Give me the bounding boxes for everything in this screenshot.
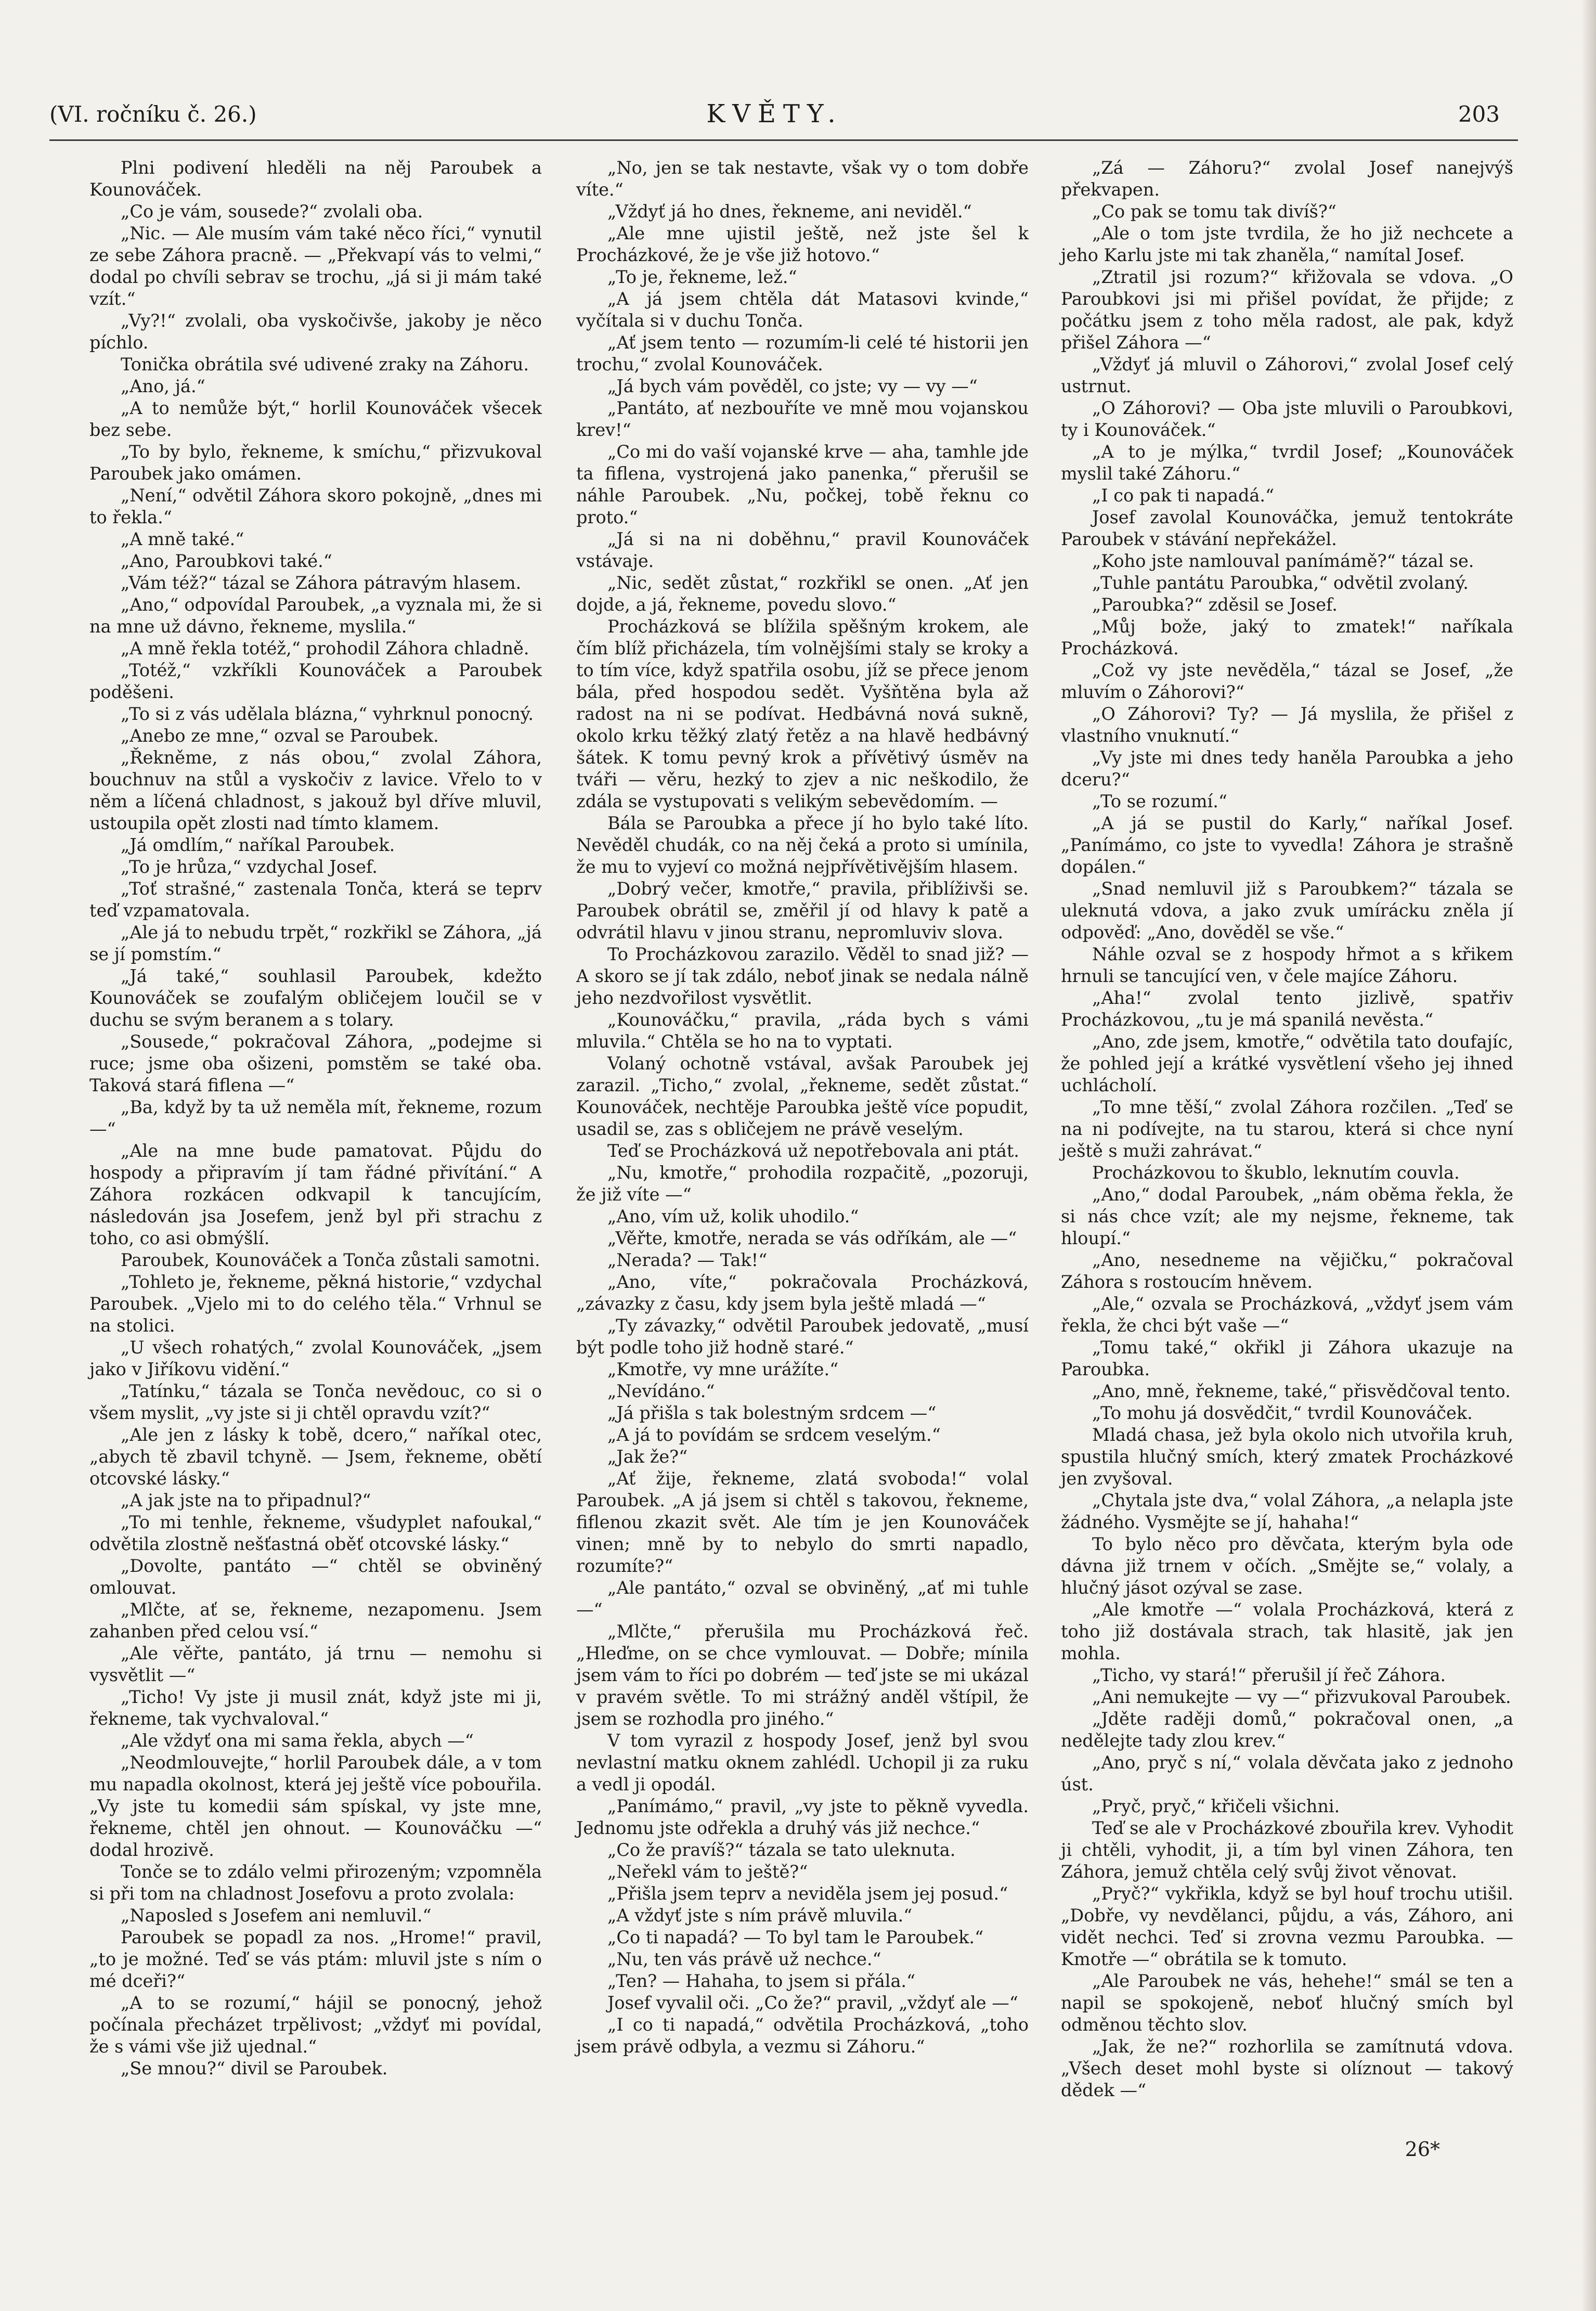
paragraph: „Panímámo,“ pravil, „vy jste to pěkně vyvedla. Jednomu jste odřekla a druhý vás již nechce.“ [576,1796,1029,1838]
paragraph: „I co ti napadá,“ odvětila Procházková, „toho jsem právě odbyla, a vezmu si Záhoru.“ [576,2015,1029,2057]
paragraph: „Ať žije, řekneme, zlatá svoboda!“ volal Paroubek. „A já jsem si chtěl s takovou, řekneme, fiflenou zkazit svět. Ale tím je jen Kounováček vinen; mně by to nebylo do smrti napadlo, rozumíte?“ [576,1468,1029,1576]
paragraph: „Není,“ odvětil Záhora skoro pokojně, „dnes mi to řekla.“ [89,485,542,527]
paragraph: Procházkovou to škublo, leknutím couvla. [1092,1163,1460,1183]
paragraph: „O Záhorovi? — Oba jste mluvili o Paroubkovi, ty i Kounováček.“ [1061,398,1513,440]
paragraph: „Co ti napadá? — To byl tam le Paroubek.“ [607,1927,984,1947]
paragraph: „Ano,“ dodal Paroubek, „nám oběma řekla, že si nás chce vzít; ale my nejsme, řekneme, tak hloupí.“ [1061,1184,1513,1248]
paragraph: „Tohleto je, řekneme, pěkná historie,“ vzdychal Paroubek. „Vjelo mi to do celého těla.“ Vrhnul se na stolici. [89,1272,542,1336]
paragraph: „Ano, já.“ [121,376,205,396]
paragraph: „Nic, sedět zůstat,“ rozkřikl se onen. „Ať jen dojde, a já, řekneme, povedu slovo.“ [576,573,1029,615]
paragraph: „Věřte, kmotře, nerada se vás odříkám, ale —“ [607,1228,1017,1248]
paragraph: „Nu, kmotře,“ prohodila rozpačitě, „pozoruji, že již víte —“ [576,1163,1029,1205]
paragraph: „Já přišla s tak bolestným srdcem —“ [607,1403,937,1423]
paragraph: „Tatínku,“ tázala se Tonča nevědouc, co si o všem myslit, „vy jste si ji chtěl opravdu vzít?“ [89,1381,542,1423]
paragraph: To bylo něco pro děvčata, kterým byla ode dávna již trnem v očích. „Smějte se,“ volaly, a hlučný jásot ozýval se zase. [1061,1534,1513,1598]
paragraph: „Ale o tom jste tvrdila, že ho již nechcete a jeho Karlu jste mi tak zhaněla,“ namítal Josef. [1061,223,1513,265]
paragraph: „To by bylo, řekneme, k smíchu,“ přizvukoval Paroubek jako omámen. [89,442,542,484]
paragraph: „Nerada? — Tak!“ [607,1250,768,1270]
paragraph: V tom vyrazil z hospody Josef, jenž byl svou nevlastní matku oknem zahlédl. Uchopil ji za ruku a vedl ji opodál. [576,1731,1029,1794]
paragraph: „Kounováčku,“ pravila, „ráda bych s vámi mluvila.“ Chtěla se ho na to vyptati. [576,1010,1029,1052]
paragraph: Paroubek se popadl za nos. „Hrome!“ pravil, „to je možné. Teď se vás ptám: mluvil jste s ním o mé dceři?“ [89,1927,542,1991]
paragraph: „Neodmlouvejte,“ horlil Paroubek dále, a v tom mu napadla okolnost, která jej ještě více pobouřila. „Vy jste tu komedii sám spískal, vy jste mne, řekneme, chtěl jen ohnout. — Kounováčku —“ dodal hrozivě. [89,1752,542,1860]
paragraph: „Ten? — Hahaha, to jsem si přála.“ [607,1971,916,1991]
paragraph: „A já jsem chtěla dát Matasovi kvinde,“ vyčítala si v duchu Tonča. [576,289,1029,331]
paragraph: „Co mi do vaší vojanské krve — aha, tamhle jde ta fiflena, vystrojená jako panenka,“ přerušil se náhle Paroubek. „Nu, počkej, tobě řeknu co proto.“ [576,442,1029,527]
paragraph: „Ano, Paroubkovi také.“ [121,551,332,571]
paragraph: „A to se rozumí,“ hájil se ponocný, jehož počínala přecházet trpělivost; „vždyť mi povídal, že s vámi vše již ujednal.“ [89,1993,542,2057]
paragraph: „To je hrůza,“ vzdychal Josef. [121,857,378,877]
paragraph: „Ticho! Vy jste ji musil znát, když jste mi ji, řekneme, tak vychvaloval.“ [89,1687,542,1729]
paragraph: „Vždyť já ho dnes, řekneme, ani neviděl.“ [607,201,972,222]
paragraph: „Řekněme, z nás obou,“ zvolal Záhora, bouchnuv na stůl a vyskočiv z lavice. Vřelo to v něm a líčená chladnost, s jakouž byl dříve mluvil, ustoupila opět zlosti nad tímto klamem. [89,747,542,833]
paragraph: „Toť strašné,“ zastenala Tonča, která se teprv teď vzpamatovala. [89,879,542,921]
paragraph: „Ale jen z lásky k tobě, dcero,“ naříkal otec, „abych tě zbavil tchyně. — Jsem, řekneme, obětí otcovské lásky.“ [89,1425,542,1489]
paragraph: Mladá chasa, jež byla okolo nich utvořila kruh, spustila hlučný smích, který zmatek Procházkové jen zvyšoval. [1061,1425,1513,1489]
paragraph: „To je, řekneme, lež.“ [607,267,797,287]
paragraph: „Ano, nesedneme na vějičku,“ pokračoval Záhora s rostoucím hněvem. [1061,1250,1513,1292]
text-column-1 [89,157,542,2080]
paragraph: „Se mnou?“ divil se Paroubek. [121,2058,388,2078]
paragraph: „Mlčte,“ přerušila mu Procházková řeč. „Hleďme, on se chce vymlouvat. — Dobře; mínila jsem vám to říci po dobrém — teď jste se mi ukázal v pravém světle. To mi strážný anděl vštípil, že jsem se rozhodla pro jiného.“ [576,1621,1029,1729]
paragraph: „Tuhle pantátu Paroubka,“ odvětil zvolaný. [1092,573,1469,593]
paragraph: „Ano, mně, řekneme, také,“ přisvědčoval tento. [1092,1381,1511,1401]
paragraph: „Ale pantáto,“ ozval se obviněný, „ať mi tuhle —“ [576,1578,1029,1620]
paragraph: „Ale já to nebudu trpět,“ rozkřikl se Záhora, „já se jí pomstím.“ [89,922,542,964]
paragraph: „Dobrý večer, kmotře,“ pravila, přiblíživši se. Paroubek obrátil se, změřil jí od hlavy k patě a odvrátil hlavu v jinou stranu, nepromluviv slova. [576,879,1029,943]
paragraph: „Ale na mne bude pamatovat. Půjdu do hospody a připravím jí tam řádné přivítání.“ A Záhora rozkácen odkvapil k tancujícím, následován jsa Josefem, jenž byl při strachu z toho, co asi obmýšlí. [89,1141,542,1248]
paragraph: „Zá — Záhoru?“ zvolal Josef nanejvýš překvapen. [1061,158,1513,200]
paragraph: „Já omdlím,“ naříkal Paroubek. [121,835,395,855]
paragraph: „Přišla jsem teprv a neviděla jsem jej posud.“ [607,1883,1008,1904]
paragraph: „Chytala jste dva,“ volal Záhora, „a nelapla jste žádného. Vysmějte se jí, hahaha!“ [1061,1490,1513,1532]
paragraph: „Já také,“ souhlasil Paroubek, kdežto Kounováček se zoufalým obličejem loučil se v duchu se svým beranem a s tolary. [89,966,542,1030]
paragraph: „Ale,“ ozvala se Procházková, „vždyť jsem vám řekla, že chci být vaše —“ [1061,1294,1513,1336]
paragraph: Procházková se blížila spěšným krokem, ale čím blíž přicházela, tím volnějšími staly se kroky a to tím více, když spatřila osobu, jíž se přece jenom bála, před hospodou sedět. Vyšňtěna byla až radost na ni se podívat. Hedbávná nová sukně, okolo krku těžký zlatý řetěz a na hlavě hedbávný šátek. K tomu pevný krok a přívětivý úsměv na tváři — věru, hezký to zjev a nic neškodilo, že zdála se vystupovati s velikým sebevědomím. — [576,616,1029,811]
text-column-3 [1061,157,1513,2101]
paragraph: „Sousede,“ pokračoval Záhora, „podejme si ruce; jsme oba ošizeni, pomstěm se také oba. Taková stará fiflena —“ [89,1031,542,1095]
paragraph: „To si z vás udělala blázna,“ vyhrknul ponocný. [121,704,534,724]
paragraph: „Vám též?“ tázal se Záhora pátravým hlasem. [121,573,522,593]
paragraph: „Neřekl vám to ještě?“ [607,1862,808,1882]
paragraph: „Já si na ni doběhnu,“ pravil Kounováček vstávaje. [576,529,1029,571]
paragraph: Teď se Procházková už nepotřebovala ani ptát. [607,1141,1019,1161]
paragraph: „A já se pustil do Karly,“ naříkal Josef. „Panímámo, co jste to vyvedla! Záhora je strašně dopálen.“ [1061,813,1513,877]
paragraph: „Ale věřte, pantáto, já trnu — nemohu si vysvětlit —“ [89,1643,542,1685]
paragraph: „Ano, vím už, kolik uhodilo.“ [607,1206,859,1226]
paragraph: „Ano, víte,“ pokračovala Procházková, „závazky z času, kdy jsem byla ještě mladá —“ [576,1272,1029,1314]
paragraph: „Ztratil jsi rozum?“ křižovala se vdova. „O Paroubkovi jsi mi přišel povídat, že přijde; z počátku jsem z toho měla radost, ale pak, když přišel Záhora —“ [1061,267,1513,353]
paragraph: „Ať jsem tento — rozumím-li celé té historii jen trochu,“ zvolal Kounováček. [576,332,1029,375]
paragraph: „Pryč?“ vykřikla, když se byl houf trochu utišil. „Dobře, vy nevdělanci, půjdu, a vás, Záhoro, ani vidět nechci. Teď si zrovna vezmu Paroubka. — Kmotře —“ obrátila se k tomuto. [1061,1883,1513,1969]
paragraph: „Ba, když by ta už neměla mít, řekneme, rozum —“ [89,1097,542,1139]
paragraph: „Ani nemukejte — vy —“ přizvukoval Paroubek. [1092,1687,1511,1707]
paragraph: „Totéž,“ vzkříkli Kounováček a Paroubek poděšeni. [89,660,542,702]
page-header [49,96,1500,133]
paragraph: „Můj bože, jaký to zmatek!“ naříkala Procházková. [1061,616,1513,659]
paragraph: „Jděte raději domů,“ pokračoval onen, „a nedělejte tady zlou krev.“ [1061,1709,1513,1751]
paragraph: „To mohu já dosvědčit,“ tvrdil Kounováček. [1092,1403,1473,1423]
volume-issue: (VI. ročníku č. 26.) [49,101,257,127]
paragraph: „Ale vždyť ona mi sama řekla, abych —“ [121,1731,474,1751]
paragraph: „Což vy jste nevěděla,“ tázal se Josef, „že mluvím o Záhorovi?“ [1061,660,1513,702]
paragraph: Tonče se to zdálo velmi přirozeným; vzpomněla si při tom na chladnost Josefovu a proto zvolala: [89,1862,542,1904]
paragraph: „A to je mýlka,“ tvrdil Josef; „Kounováček myslil také Záhoru.“ [1061,442,1513,484]
paragraph: „Já bych vám pověděl, co jste; vy — vy —“ [607,376,978,396]
paragraph: Teď se ale v Procházkové zbouřila krev. Vyhodit ji chtěli, vyhodit, ji, a tím byl vinen Záhora, ten Záhora, jemuž chtěla celý svůj život věnovat. [1061,1818,1513,1882]
paragraph: „To se rozumí.“ [1092,791,1228,811]
paragraph: „No, jen se tak nestavte, však vy o tom dobře víte.“ [576,158,1029,200]
paragraph: „U všech rohatých,“ zvolal Kounováček, „jsem jako v Jiříkovu vidění.“ [89,1337,542,1379]
paragraph: „A mně řekla totéž,“ prohodil Záhora chladně. [121,638,529,659]
paragraph: „Ticho, vy stará!“ přerušil jí řeč Záhora. [1092,1665,1446,1685]
paragraph: Bála se Paroubka a přece jí ho bylo také líto. Nevěděl chudák, co na něj čeká a proto si umínila, že mu to vyjeví co možná nejpřívětivějším hlasem. [576,813,1029,877]
paragraph: „A já to povídám se srdcem veselým.“ [607,1425,941,1445]
paragraph: „Kmotře, vy mne urážíte.“ [607,1359,839,1379]
paragraph: „Co že pravíš?“ tázala se tato uleknuta. [607,1840,956,1860]
paragraph: „Vy jste mi dnes tedy haněla Paroubka a jeho dceru?“ [1061,747,1513,790]
paragraph: „Paroubka?“ zděsil se Josef. [1092,595,1338,615]
paragraph: „Nevídáno.“ [607,1381,715,1401]
paragraph: „Co je vám, sousede?“ zvolali oba. [121,201,423,222]
paragraph: „Snad nemluvil již s Paroubkem?“ tázala se uleknutá vdova, a jako zvuk umírácku zněla jí odpověď: „Ano, dověděl se vše.“ [1061,879,1513,943]
paragraph: „O Záhorovi? Ty? — Já myslila, že přišel z vlastního vnuknutí.“ [1061,704,1513,746]
paragraph: „Vy?!“ zvolali, oba vyskočivše, jakoby je něco píchlo. [89,311,542,353]
paragraph: Josef vyvalil oči. „Co že?“ pravil, „vždyť ale —“ [607,1993,1018,2013]
paragraph: „Pantáto, ať nezbouříte ve mně mou vojanskou krev!“ [576,398,1029,440]
paragraph: Tonička obrátila své udivené zraky na Záhoru. [121,354,529,375]
signature-mark: 26* [1405,2138,1440,2161]
paragraph: „Tomu také,“ okřikl ji Záhora ukazuje na Paroubka. [1061,1337,1513,1379]
paragraph: Paroubek, Kounováček a Tonča zůstali samotni. [121,1250,540,1270]
paragraph: „Pryč, pryč,“ křičeli všichni. [1092,1796,1340,1816]
paragraph: „Ale Paroubek ne vás, hehehe!“ smál se ten a napil se spokojeně, neboť hlučný smích byl odměnou těchto slov. [1061,1971,1513,2035]
paragraph: Plni podivení hleděli na něj Paroubek a Kounováček. [89,158,542,200]
paragraph: „Jak, že ne?“ rozhorlila se zamítnutá vdova. „Všech deset mohl byste si olíznout — takový dědek —“ [1061,2036,1513,2100]
paragraph: „Koho jste namlouval panímámě?“ tázal se. [1092,551,1474,571]
paragraph: „Co pak se tomu tak divíš?“ [1092,201,1337,222]
paragraph: „A mně také.“ [121,529,244,549]
paragraph: „A vždyť jste s ním právě mluvila.“ [607,1905,913,1926]
text-column-2 [576,157,1029,2058]
paragraph: „Jak že?“ [607,1447,688,1467]
page-edge-shadow [1581,0,1596,2311]
paragraph: „A jak jste na to připadnul?“ [121,1490,371,1510]
paragraph: Josef zavolal Kounováčka, jemuž tentokráte Paroubek v stávání nepřekážel. [1061,507,1513,549]
paragraph: „Ano,“ odpovídal Paroubek, „a vyznala mi, že si na mne už dávno, řekneme, myslila.“ [89,595,542,637]
paragraph: „Vždyť já mluvil o Záhorovi,“ zvolal Josef celý ustrnut. [1061,354,1513,396]
paragraph: „Ano, zde jsem, kmotře,“ odvětila tato doufajíc, že pohled její a krátké vysvětlení všeho jej ihned uchlácholí. [1061,1031,1513,1095]
paragraph: „Nu, ten vás právě už nechce.“ [607,1949,881,1969]
paragraph: „Aha!“ zvolal tento jizlivě, spatřiv Procházkovou, „tu je má spanilá nevěsta.“ [1061,988,1513,1030]
paragraph: „Mlčte, ať se, řekneme, nezapomenu. Jsem zahanben před celou vsí.“ [89,1599,542,1642]
paragraph: Volaný ochotně vstával, avšak Paroubek jej zarazil. „Ticho,“ zvolal, „řekneme, sedět zůstat.“ Kounováček, nechtěje Paroubka ještě více popudit, usadil se, zas s obličejem ne právě veselým. [576,1053,1029,1139]
paragraph: „Dovolte, pantáto —“ chtěl se obviněný omlouvat. [89,1556,542,1598]
paragraph: „To mi tenhle, řekneme, všudyplet nafoukal,“ odvětila zlostně nešťastná oběť otcovské lásky.“ [89,1512,542,1554]
paragraph: „Ale mne ujistil ještě, než jste šel k Procházkové, že je vše již hotovo.“ [576,223,1029,265]
paragraph: „Anebo ze mne,“ ozval se Paroubek. [121,726,439,746]
paragraph: „Nic. — Ale musím vám také něco říci,“ vynutil ze sebe Záhora pracně. — „Překvapí vás to velmi,“ dodal po chvíli sebrav se trochu, „já si ji mám také vzít.“ [89,223,542,309]
paragraph: „Ty závazky,“ odvětil Paroubek jedovatě, „musí být podle toho již hodně staré.“ [576,1315,1029,1358]
paragraph: „Naposled s Josefem ani nemluvil.“ [121,1905,432,1926]
paragraph: To Procházkovou zarazilo. Věděl to snad již? — A skoro se jí tak zdálo, neboť jinak se nedala nálně jeho nezdvořilost vysvětlit. [576,944,1029,1008]
header-rule [49,139,1518,141]
page-number: 203 [1458,101,1500,127]
paragraph: Náhle ozval se z hospody hřmot a s křikem hrnuli se tancující ven, v čele majíce Záhoru. [1061,944,1513,986]
paragraph: „A to nemůže být,“ horlil Kounováček všecek bez sebe. [89,398,542,440]
paragraph: „Ale kmotře —“ volala Procházková, která z toho již dostávala strach, tak hlasitě, jak jen mohla. [1061,1599,1513,1663]
paragraph: „I co pak ti napadá.“ [1092,485,1275,506]
journal-title: KVĚTY. [706,99,843,128]
paragraph: „Ano, pryč s ní,“ volala děvčata jako z jednoho úst. [1061,1752,1513,1794]
paragraph: „To mne těší,“ zvolal Záhora rozčilen. „Teď se na ni podívejte, na tu starou, která si chce nyní ještě s muži zahrávat.“ [1061,1097,1513,1161]
